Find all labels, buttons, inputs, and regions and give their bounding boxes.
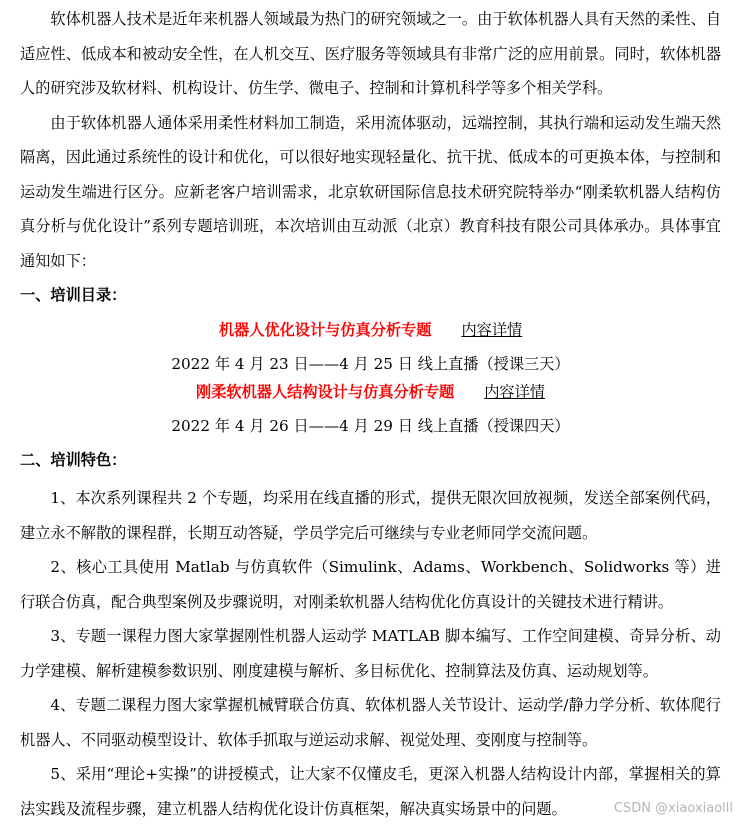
- course-2-date: 2022 年 4 月 26 日——4 月 29 日 线上直播（授课四天）: [171, 416, 570, 435]
- feature-item-5: 5、采用“理论+实操”的讲授模式，让大家不仅懂皮毛，更深入机器人结构设计内部，掌握相关的算法实践及流程步骤，建立机器人结构优化设计仿真框架，解决真实场景中的问题。: [20, 765, 721, 818]
- course-1-date: 2022 年 4 月 23 日——4 月 25 日 线上直播（授课三天）: [171, 354, 570, 373]
- feature-item-2: 2、核心工具使用 Matlab 与仿真软件（Simulink、Adams、Workbench、Solidworks 等）进行联合仿真，配合典型案例及步骤说明，对刚柔软机器人结构优化仿真设计的关键技术进行精讲。: [20, 558, 721, 611]
- course-1-row: [20, 313, 721, 347]
- course-1-title: 机器人优化设计与仿真分析专题: [218, 320, 432, 339]
- feature-item-4: 4、专题二课程力图大家掌握机械臂联合仿真、软体机器人关节设计、运动学/静力学分析、软体爬行机器人、不同驱动模型设计、软体手抓取与逆运动求解、视觉处理、变刚度与控制等。: [20, 696, 721, 749]
- course-1-details-link[interactable]: 内容详情: [461, 320, 523, 339]
- csdn-watermark: CSDN @xiaoxiaolll: [613, 801, 733, 816]
- features-list: [20, 481, 721, 826]
- feature-item-3: 3、专题一课程力图大家掌握刚性机器人运动学 MATLAB 脚本编写、工作空间建模、奇异分析、动力学建模、解析建模参数识别、刚度建模与解析、多目标优化、控制算法及仿真、运动规划等。: [20, 627, 721, 680]
- section-heading-features: 二、培训特色：: [20, 450, 127, 469]
- intro-paragraph-2: 由于软体机器人通体采用柔性材料加工制造，采用流体驱动，远端控制，其执行端和运动发生端天然隔离，因此通过系统性的设计和优化，可以很好地实现轻量化、抗干扰、低成本的可更换本体，与控制和运动发生端进行区分。应新老客户培训需求，北京软研国际信息技术研究院特举办“刚柔软机器人结构仿真分析与优化设计”系列专题培训班，本次培训由互动派（北京）教育科技有限公司具体承办。具体事宜通知如下：: [20, 113, 721, 270]
- course-2-row: [20, 375, 721, 409]
- course-2-title: 刚柔软机器人结构设计与仿真分析专题: [196, 382, 455, 401]
- course-2-details-link[interactable]: 内容详情: [484, 382, 545, 401]
- section-heading-catalog: 一、培训目录：: [20, 286, 127, 304]
- intro-paragraph-1: 软体机器人技术是近年来机器人领域最为热门的研究领域之一。由于软体机器人具有天然的柔性、自适应性、低成本和被动安全性，在人机交互、医疗服务等领域具有非常广泛的应用前景。同时，软体机器人的研究涉及软材料、机构设计、仿生学、微电子、控制和计算机科学等多个相关学科。: [20, 10, 721, 97]
- feature-item-1: 1、本次系列课程共 2 个专题，均采用在线直播的形式，提供无限次回放视频，发送全部案例代码，建立永不解散的课程群，长期互动答疑，学员学完后可继续与专业老师同学交流问题。: [20, 489, 721, 542]
